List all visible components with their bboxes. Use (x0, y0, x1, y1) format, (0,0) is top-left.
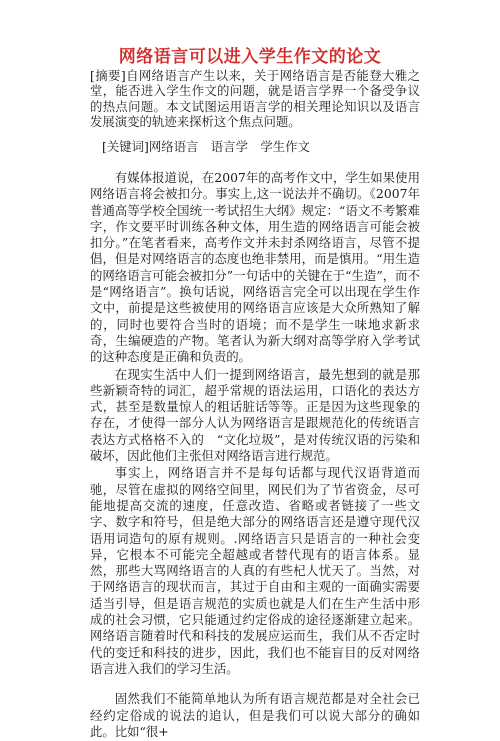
paragraph: 事实上，网络语言并不是每句话都与现代汉语背道而驰，尽管在虚拟的网络空间里，网民们为了节省资金，尽可能地提高交流的速度，任意改造、省略或者链接了一些文字、数字和符号，但是绝大部分的网络语言还是遵守现代汉语用词造句的原有规则。.网络语言只是语言的一种社会变异，它根本不可能完全超越或者替代现有的语言体系。显然，那些大骂网络语言的人真的有些杞人忧天了。当然，对于网络语言的现状而言，其过于自由和主观的一面确实需要适当引导，但是语言规范的实质也就是人们在生产生活中形成的社会习惯，它只能通过约定俗成的途径逐渐建立起来。网络语言随着时代和科技的发展应运而生，我们从不否定时代的变迁和科技的进步，因此，我们也不能盲目的反对网络语言进入我们的学习生活。 (90, 465, 420, 676)
paragraph: 有媒体报道说，在2007年的高考作文中，学生如果使用网络语言将会被扣分。事实上,这一说法并不确切。《2007年普通高等学校全国统一考试招生大纲》规定：“语文不考繁难字，作文要平时训练各种文体，用生造的网络语言可能会被扣分。”在笔者看来，高考作文并未封杀网络语言，尽管不提倡，但是对网络语言的态度也绝非禁用，而是慎用。“用生造的网络语言可能会被扣分”一句话中的关键在于“生造”，而不是“网络语言”。换句话说，网络语言完全可以出现在学生作文中，前提是这些被使用的网络语言应该是大众所熟知了解的，同时也要符合当时的语境；而不是学生一味地求新求奇，生编硬造的产物。笔者认为新大纲对高等学府入学考试的这种态度是正确和负责的。 (90, 170, 420, 365)
paragraph: 在现实生活中人们一提到网络语言，最先想到的就是那些新颖奇特的词汇，超乎常规的语法运用，口语化的表达方式，甚至是数量惊人的粗话脏话等等。正是因为这些现象的存在，才使得一部分人认为网络语言是跟规范化的传统语言表达方式格格不入的 “文化垃圾”，是对传统汉语的污染和破坏，因此他们主张但对网络语言进行规范。 (90, 366, 420, 464)
keywords-line: [关键词]网络语言 语言学 学生作文 (102, 139, 310, 154)
document-title: 网络语言可以进入学生作文的论文 (118, 47, 382, 67)
body-text (90, 170, 420, 741)
abstract-text: [摘要]自网络语言产生以来，关于网络语言是否能登大雅之堂，能否进入学生作文的问题，就是语言学界一个备受争议的热点问题。本文试图运用语言学的相关理论知识以及语言发展演变的轨迹来探析这个焦点问题。 (90, 68, 420, 130)
paragraph: 固然我们不能简单地认为所有语言规范都是对全社会已经约定俗成的说法的追认，但是我们可以说大部分的确如此。比如“很+ (90, 691, 420, 739)
